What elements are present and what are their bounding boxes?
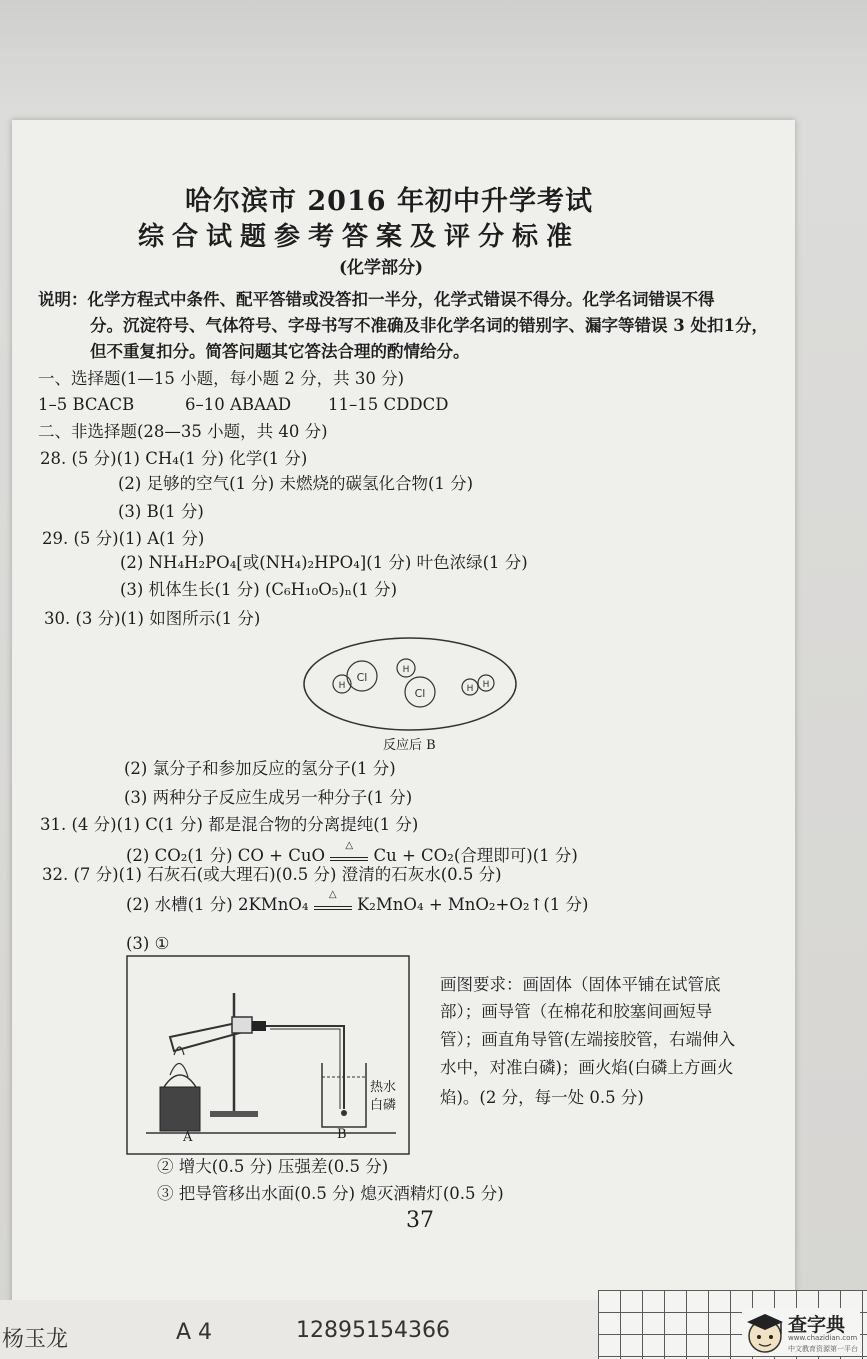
handwritten-mark: A 4 [176,1320,213,1345]
part1-answers-6-10: 6–10 ABAAD [185,395,292,414]
label-b: B [337,1127,347,1142]
q30-line-1: 30. (3 分)(1) 如图所示(1 分) [44,609,261,628]
q30-line-2: (2) 氯分子和参加反应的氢分子(1 分) [124,759,396,778]
heat-symbol: △ [328,889,337,900]
q32-equation-right: K₂MnO₄ + MnO₂+O₂↑(1 分) [351,895,589,914]
q32-line-5: ③ 把导管移出水面(0.5 分) 熄灭酒精灯(0.5 分) [157,1184,504,1203]
q31-equation-right: Cu + CO₂(合理即可)(1 分) [368,846,578,865]
atom-cl-label: Cl [414,687,426,700]
apparatus-diagram [126,955,410,1155]
page-subtitle: 综合试题参考答案及评分标准 [138,222,581,252]
note-line-1: 说明：化学方程式中条件、配平答错或没答扣一半分，化学式错误不得分。化学名词错误不得 [38,290,715,309]
note-line-3: 但不重复扣分。简答问题其它答法合理的酌情给分。 [90,342,470,361]
part1-answers-11-15: 11–15 CDDCD [328,395,449,414]
q28-line-2: (2) 足够的空气(1 分) 未燃烧的碳氢化合物(1 分) [118,474,474,493]
q29-line-3: (3) 机体生长(1 分) (C₆H₁₀O₅)ₙ(1 分) [120,580,398,599]
q32-line-3: (3) ① [126,934,170,953]
molecule-diagram [300,634,520,734]
drawing-requirement-2: 部）；画导管（在棉花和胶塞间画短导 [440,1002,713,1021]
note-line-2: 分。沉淀符号、气体符号、字母书写不准确及非化学名词的错别字、漏字等错误 3 处扣1分， [90,316,768,335]
heat-symbol: △ [345,840,354,851]
q28-line-1: 28. (5 分)(1) CH₄(1 分) 化学(1 分) [40,449,308,468]
q30-line-3: (3) 两种分子反应生成另一种分子(1 分) [124,788,413,807]
part2-heading: 二、非选择题(28—35 小题，共 40 分) [38,422,328,441]
atom-h-label: H [402,665,410,675]
q32-line-4: ② 增大(0.5 分) 压强差(0.5 分) [157,1157,389,1176]
q31-line-1: 31. (4 分)(1) C(1 分) 都是混合物的分离提纯(1 分) [40,815,419,834]
section-label: (化学部分) [339,258,424,278]
label-hot-water: 热水 [370,1080,397,1095]
drawing-requirement-5: 焰)。(2 分，每一处 0.5 分) [440,1088,644,1107]
q32-line-2 [126,889,589,915]
handwritten-phone: 12895154366 [296,1318,450,1343]
q29-line-2: (2) NH₄H₂PO₄[或(NH₄)₂HPO₄](1 分) 叶色浓绿(1 分) [120,553,528,572]
graduation-cap-icon [744,1310,786,1354]
label-a: A [183,1130,193,1145]
page-title: 哈尔滨市 2016 年初中升学考试 [185,186,593,217]
chazidian-watermark [742,1308,860,1356]
label-white-phosphorus: 白磷 [370,1098,397,1113]
atom-h-label: H [466,684,474,694]
watermark-name: 查字典 [788,1314,846,1336]
watermark-slogan: 中文教育资源第一平台 [788,1345,858,1353]
atom-h-label: H [338,681,346,691]
watermark-url: www.chazidian.com [788,1334,858,1342]
heat-condition [330,840,368,861]
atom-h-label: H [482,680,490,690]
part1-answers-1-5: 1–5 BCACB [38,395,135,414]
drawing-requirement-4: 水中，对准白磷)；画火焰(白磷上方画火 [440,1058,734,1077]
q29-line-1: 29. (5 分)(1) A(1 分) [42,529,205,548]
drawing-requirement-1: 画图要求：画固体（固体平铺在试管底 [440,975,721,994]
q32-equation-left: (2) 水槽(1 分) 2KMnO₄ [126,895,314,914]
atom-cl-label: Cl [356,671,368,684]
part1-heading: 一、选择题(1—15 小题，每小题 2 分，共 30 分) [38,369,405,388]
page-number: 37 [406,1208,434,1233]
drawing-requirement-3: 管）；画直角导管(左端接胶管，右端伸入 [440,1030,736,1049]
q28-line-3: (3) B(1 分) [118,502,204,521]
heat-condition [314,889,352,910]
diagram-caption: 反应后 B [383,738,436,753]
q32-line-1: 32. (7 分)(1) 石灰石(或大理石)(0.5 分) 澄清的石灰水(0.5 分) [42,865,502,884]
handwritten-name: 杨玉龙 [2,1327,69,1352]
q31-line-2 [126,840,578,866]
q31-equation-left: (2) CO₂(1 分) CO + CuO [126,846,331,865]
